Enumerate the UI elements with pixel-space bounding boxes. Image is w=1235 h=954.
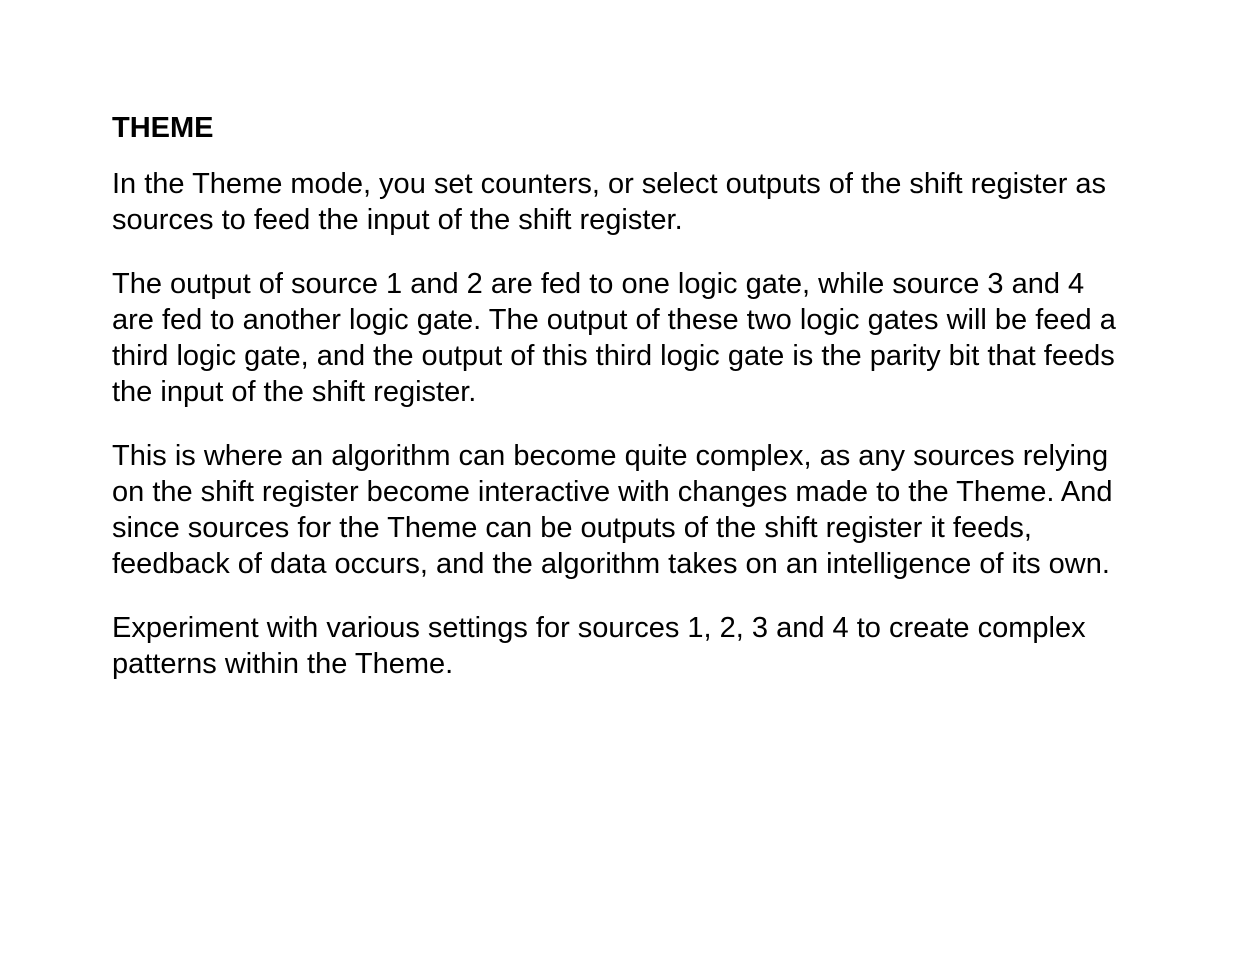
document-page: [112, 110, 1122, 710]
section-heading: THEME: [112, 112, 214, 144]
paragraph-algorithm-complexity: This is where an algorithm can become quite complex, as any sources relying on the shift register become interactive with changes made to the Theme. And since sources for the Theme can be outputs of the shift register it feeds, feedback of data occurs, and the algorithm takes on an intelligence of its own.: [112, 440, 1113, 580]
paragraph-logic-gates: The output of source 1 and 2 are fed to one logic gate, while source 3 and 4 are fed to another logic gate. The output of these two logic gates will be feed a third logic gate, and the output of this third logic gate is the parity bit that feeds the input of the shift register.: [112, 268, 1116, 408]
paragraph-theme-mode: In the Theme mode, you set counters, or select outputs of the shift register as sources to feed the input of the shift register.: [112, 168, 1107, 236]
paragraph-experiment: Experiment with various settings for sources 1, 2, 3 and 4 to create complex patterns within the Theme.: [112, 612, 1086, 680]
